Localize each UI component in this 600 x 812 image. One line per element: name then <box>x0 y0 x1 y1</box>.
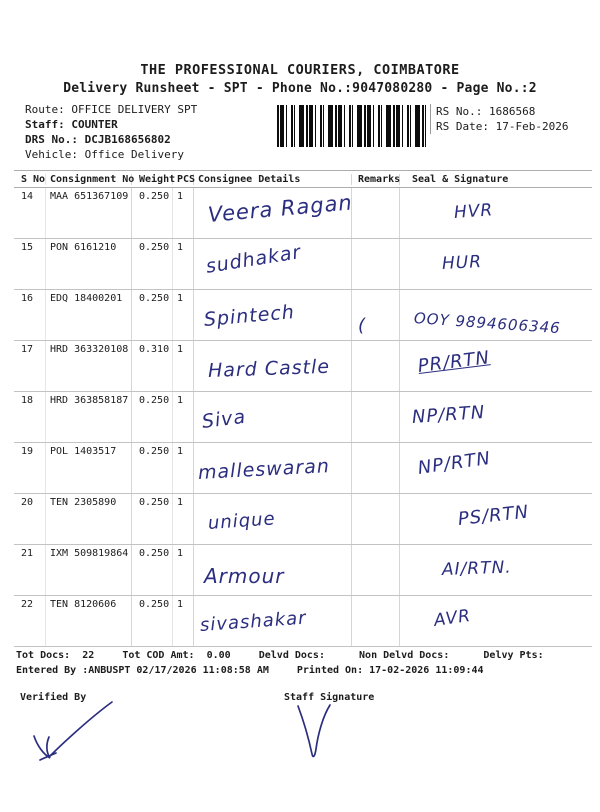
row-sno: 16 <box>14 290 46 340</box>
header-info-section <box>0 102 600 166</box>
footer-section <box>0 692 600 812</box>
table-row <box>14 341 592 392</box>
page-title: THE PROFESSIONAL COURIERS, COIMBATORE <box>140 62 460 78</box>
table-row <box>14 188 592 239</box>
row-consignment-no: TEN 2305890 <box>46 494 132 544</box>
row-weight: 0.250 <box>132 290 173 340</box>
tot-cod-value: 0.00 <box>206 650 231 661</box>
entered-by: Entered By :ANBUSPT 02/17/2026 11:08:58 AM <box>16 665 269 676</box>
header-seal: Seal & Signature <box>412 173 509 185</box>
verified-by-label: Verified By <box>20 692 87 703</box>
row-sno: 22 <box>14 596 46 646</box>
rs-no-label: RS No.: <box>436 105 483 118</box>
seal-handwriting: PS/RTN <box>456 501 531 530</box>
route-value: OFFICE DELIVERY SPT <box>71 103 198 116</box>
row-consignee-cell <box>194 188 352 238</box>
seal-handwriting: NP/RTN <box>416 447 493 479</box>
row-seal-cell <box>400 494 592 544</box>
vehicle-value: Office Delivery <box>84 148 184 161</box>
table-row <box>14 392 592 443</box>
delvy-pts <box>483 650 549 661</box>
delvd-docs <box>259 650 331 661</box>
row-seal-cell <box>400 392 592 442</box>
seal-handwriting: AVR <box>432 605 473 631</box>
table-row <box>14 239 592 290</box>
row-remarks-cell <box>352 239 400 289</box>
rs-date-label: RS Date: <box>436 120 489 133</box>
route-line <box>25 102 197 117</box>
row-seal-cell <box>400 545 592 595</box>
row-sno: 18 <box>14 392 46 442</box>
row-weight: 0.250 <box>132 239 173 289</box>
row-pcs: 1 <box>173 188 194 238</box>
staff-value: COUNTER <box>71 118 118 131</box>
header-weight: Weight <box>132 174 173 185</box>
row-consignment-no: EDQ 18400201 <box>46 290 132 340</box>
row-sno: 19 <box>14 443 46 493</box>
row-pcs: 1 <box>173 290 194 340</box>
consignee-handwriting: unique <box>207 508 277 534</box>
drs-line <box>25 132 197 147</box>
row-pcs: 1 <box>173 443 194 493</box>
seal-handwriting: HVR <box>453 200 494 223</box>
row-weight: 0.250 <box>132 188 173 238</box>
non-delvd-docs-label: Non Delvd Docs: <box>359 650 450 661</box>
row-weight: 0.250 <box>132 443 173 493</box>
seal-handwriting: PR/RTN <box>416 347 492 377</box>
consignee-handwriting: Hard Castle <box>207 355 331 382</box>
row-pcs: 1 <box>173 392 194 442</box>
row-weight: 0.310 <box>132 341 173 391</box>
table-header-row <box>14 171 592 188</box>
header-consignment: Consignment No <box>46 174 132 185</box>
tot-cod-label: Tot COD Amt: <box>122 650 195 661</box>
row-sno: 20 <box>14 494 46 544</box>
table-row <box>14 596 592 647</box>
totals-line <box>16 650 592 661</box>
row-consignee-cell <box>194 341 352 391</box>
rs-date-value: 17-Feb-2026 <box>495 120 569 133</box>
row-consignee-cell <box>194 290 352 340</box>
consignee-handwriting: malleswaran <box>197 455 331 484</box>
printed-on: Printed On: 17-02-2026 11:09:44 <box>296 665 484 676</box>
row-remarks-cell <box>352 290 400 340</box>
row-remarks-cell <box>352 392 400 442</box>
staff-signature-mark <box>292 702 342 772</box>
seal-handwriting: HUR <box>441 251 483 274</box>
row-consignee-cell <box>194 239 352 289</box>
row-seal-cell <box>400 290 592 340</box>
consignee-handwriting: Veera Ragan <box>206 190 354 227</box>
row-consignment-no: IXM 509819864 <box>46 545 132 595</box>
row-consignee-cell <box>194 392 352 442</box>
header-pcs: PCS <box>173 174 194 185</box>
row-consignment-no: HRD 363858187 <box>46 392 132 442</box>
row-sno: 17 <box>14 341 46 391</box>
row-consignment-no: TEN 8120606 <box>46 596 132 646</box>
remark-handwriting: ( <box>358 315 366 336</box>
header-sno: S No <box>14 174 46 185</box>
rs-no-value: 1686568 <box>488 105 536 118</box>
delvd-docs-label: Delvd Docs: <box>258 650 325 661</box>
row-remarks-cell <box>352 545 400 595</box>
tot-docs <box>16 650 94 661</box>
entered-printed-line <box>16 665 592 676</box>
staff-line <box>25 117 197 132</box>
consignee-handwriting: Armour <box>204 564 285 588</box>
row-consignment-no: HRD 363320108 <box>46 341 132 391</box>
page-subtitle: Delivery Runsheet - SPT - Phone No.:9047080280 - Page No.:2 <box>63 81 537 96</box>
verified-by-signature <box>20 700 120 770</box>
row-sno: 15 <box>14 239 46 289</box>
rs-info-block <box>430 104 568 134</box>
tot-cod <box>122 650 230 661</box>
barcode-icon <box>277 105 426 147</box>
row-remarks-cell <box>352 341 400 391</box>
row-pcs: 1 <box>173 239 194 289</box>
table-row <box>14 443 592 494</box>
row-seal-cell <box>400 596 592 646</box>
row-remarks-cell <box>352 443 400 493</box>
vehicle-label: Vehicle: <box>25 148 78 161</box>
consignee-handwriting: sudhakar <box>204 241 303 278</box>
table-row <box>14 290 592 341</box>
row-seal-cell <box>400 239 592 289</box>
table-row <box>14 545 592 596</box>
consignee-handwriting: sivashakar <box>199 607 308 636</box>
drs-label: DRS No.: <box>25 133 78 146</box>
seal-handwriting: OOY 9894606346 <box>413 309 562 338</box>
tot-docs-value: 22 <box>82 650 95 661</box>
row-consignee-cell <box>194 494 352 544</box>
row-weight: 0.250 <box>132 596 173 646</box>
table-row <box>14 494 592 545</box>
row-consignment-no: POL 1403517 <box>46 443 132 493</box>
consignee-handwriting: Spintech <box>203 301 296 331</box>
vehicle-line <box>25 147 197 162</box>
drs-value: DCJB168656802 <box>84 133 171 146</box>
header-consignee: Consignee Details <box>194 174 352 185</box>
row-consignment-no: MAA 651367109 <box>46 188 132 238</box>
tot-docs-label: Tot Docs: <box>16 650 71 661</box>
row-pcs: 1 <box>173 494 194 544</box>
row-seal-cell <box>400 341 592 391</box>
row-seal-cell <box>400 443 592 493</box>
row-pcs: 1 <box>173 545 194 595</box>
row-consignment-no: PON 6161210 <box>46 239 132 289</box>
seal-handwriting: NP/RTN <box>411 401 486 428</box>
row-consignee-cell <box>194 545 352 595</box>
consignee-handwriting: Siva <box>200 405 248 433</box>
row-seal-cell <box>400 188 592 238</box>
header-info-left <box>25 102 197 162</box>
rs-date-line <box>436 119 568 134</box>
row-consignee-cell <box>194 443 352 493</box>
row-remarks-cell <box>352 596 400 646</box>
consignment-table <box>14 170 592 647</box>
seal-handwriting: AI/RTN. <box>441 557 512 580</box>
row-sno: 21 <box>14 545 46 595</box>
route-label: Route: <box>25 103 65 116</box>
row-consignee-cell <box>194 596 352 646</box>
row-weight: 0.250 <box>132 494 173 544</box>
row-remarks-cell <box>352 494 400 544</box>
row-pcs: 1 <box>173 596 194 646</box>
staff-signature-label: Staff Signature <box>284 692 375 703</box>
row-sno: 14 <box>14 188 46 238</box>
table-body <box>14 188 592 647</box>
row-weight: 0.250 <box>132 392 173 442</box>
header-remarks: Remarks <box>352 174 400 185</box>
row-weight: 0.250 <box>132 545 173 595</box>
rs-no-line <box>436 104 568 119</box>
row-pcs: 1 <box>173 341 194 391</box>
row-remarks-cell <box>352 188 400 238</box>
staff-label: Staff: <box>25 118 65 131</box>
delvy-pts-label: Delvy Pts: <box>483 650 544 661</box>
non-delvd-docs <box>359 650 455 661</box>
